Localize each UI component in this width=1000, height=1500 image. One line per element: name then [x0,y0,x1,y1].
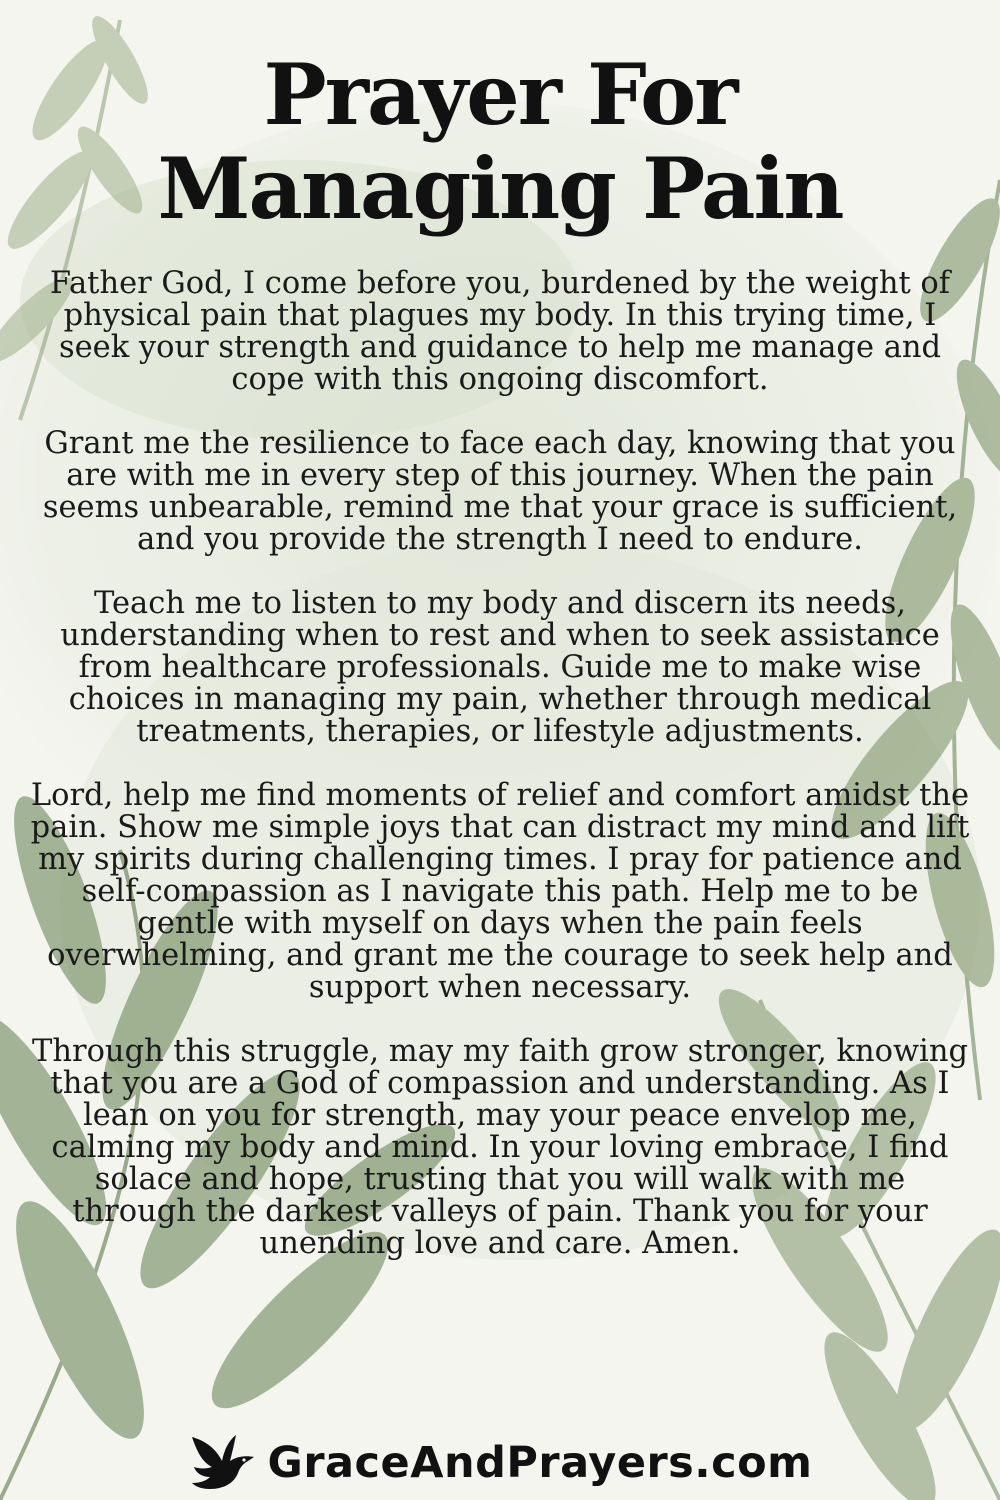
prayer-text [30,268,970,1292]
title-line-2: Managing Pain [157,139,843,238]
prayer-paragraph-2: Grant me the resilience to face each day, knowing that you are with me in every step of this journey. When the pain seems unbearable, remind me that your grace is sufficient, and you provide the strength I need to endure. [42,426,958,557]
dove-icon [188,1431,262,1495]
prayer-paragraph-1: Father God, I come before you, burdened by the weight of physical pain that plagues my body. In this trying time, I seek your strength and guidance to help me manage and cope with this ongoing discomfort. [49,266,951,397]
prayer-paragraph-5: Through this struggle, may my faith grow stronger, knowing that you are a God of compassion and understanding. As I lean on you for strength, may your peace envelop me, calming my body and mind. In your loving embrace, I find solace and hope, trusting that you will walk with me through the darkest valleys of pain. Thank you for your unending love and care. Amen. [32,1034,968,1261]
prayer-paragraph-3: Teach me to listen to my body and discern its needs, understanding when to rest and when to seek assistance from healthcare professionals. Guide me to make wise choices in managing my pain, whether through medical treatments, therapies, or lifestyle adjustments. [60,586,940,749]
title-line-1: Prayer For [263,45,737,144]
site-url[interactable]: GraceAndPrayers.com [267,1438,813,1488]
prayer-paragraph-4: Lord, help me find moments of relief and comfort amidst the pain. Show me simple joys that can distract my mind and lift my spirits during challenging times. I pray for patience and self-compassion as I navigate this path. Help me to be gentle with myself on days when the pain feels overwhelming, and grant me the courage to seek help and support when necessary. [30,778,970,1005]
page-title [0,45,1000,238]
site-footer[interactable] [0,1428,1000,1498]
